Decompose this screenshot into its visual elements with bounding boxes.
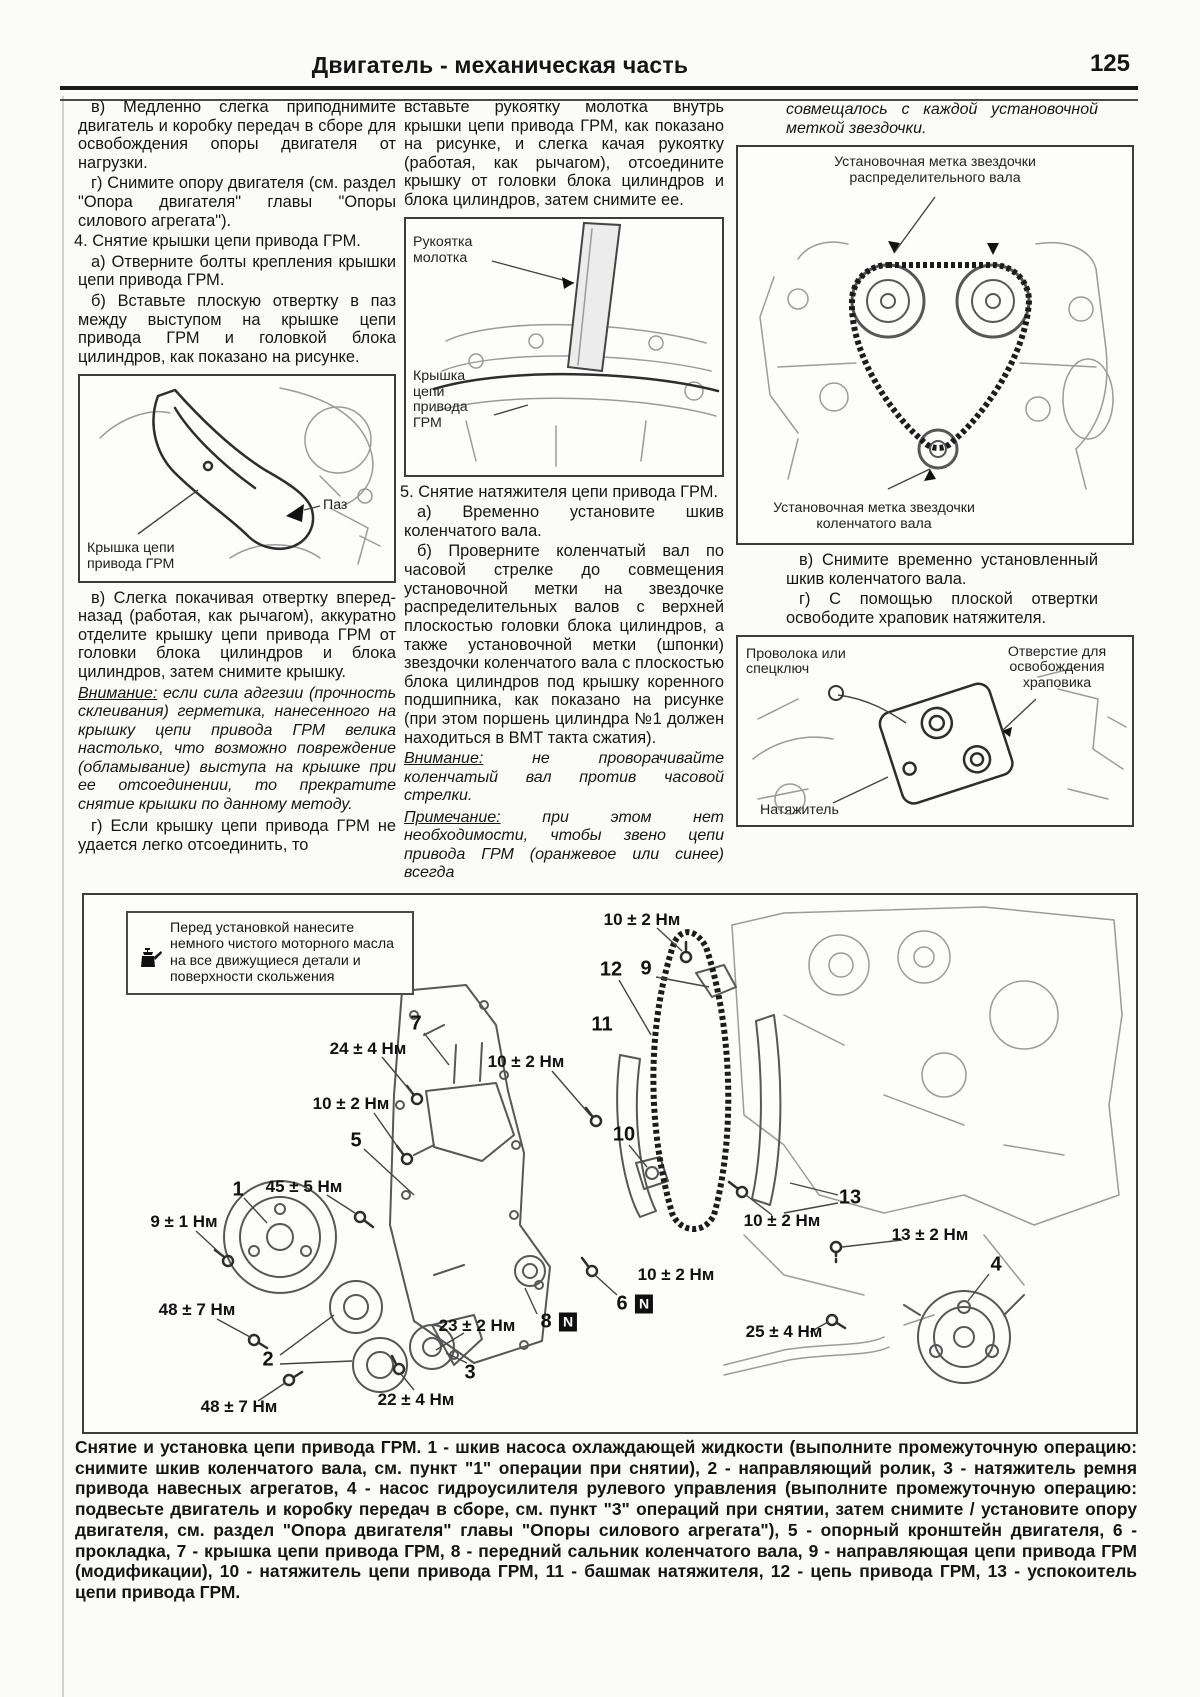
torque-label: 22 ± 4 Нм xyxy=(377,1390,455,1409)
torque-label: 23 ± 2 Нм xyxy=(438,1316,516,1335)
callout-layer xyxy=(84,895,1136,1432)
column-middle xyxy=(400,98,724,886)
step-paragraph: г) Снимите опору двигателя (см. раздел "Опора двигателя" главы "Опоры силового агрегата"). xyxy=(78,174,396,230)
step-paragraph: а) Временно установите шкив коленчатого вала. xyxy=(404,503,724,540)
numbered-step: 4. Снятие крышки цепи привода ГРМ. xyxy=(74,232,361,251)
torque-label: 25 ± 4 Нм xyxy=(745,1322,823,1341)
note-text: при этом нет необходимости, чтобы звено цепи привода ГРМ (оранжевое или синее) всегда xyxy=(404,808,724,882)
part-number-label: 2 xyxy=(262,1348,274,1371)
figure-tensioner-release xyxy=(736,635,1134,827)
step-paragraph: б) Вставьте плоскую отвертку в паз между выступом на крышке цепи привода ГРМ и головкой блока цилиндров, как показано на рисунке. xyxy=(78,292,396,366)
part-number-label: 6 xyxy=(616,1292,628,1315)
figure-label-crankshaft-mark: Установочная метка звездочки коленчатого вала xyxy=(773,500,975,533)
new-part-marker: N xyxy=(559,1313,577,1332)
note-label: Примечание: xyxy=(404,808,501,826)
part-number-label: 3 xyxy=(464,1361,476,1384)
warning-note xyxy=(404,750,724,806)
warning-text: если сила адгезии (прочность склеивания) герметика, нанесенного на крышку цепи привода ГРМ велика настолько, что возможно повреждение (обламывание) выступа на крышке при ее отсоединении, то прекратите снятие крышки по данному методу. xyxy=(78,684,396,813)
figure-label-timing-cover: Крышка цепи привода ГРМ xyxy=(413,367,468,432)
engine-line-art xyxy=(738,147,1132,543)
part-number-label: 13 xyxy=(838,1186,862,1209)
torque-label: 10 ± 2 Нм xyxy=(637,1265,715,1284)
torque-label: 13 ± 2 Нм xyxy=(891,1225,969,1244)
torque-label: 9 ± 1 Нм xyxy=(150,1212,218,1231)
figure-label-hammer-handle: Рукоятка молотка xyxy=(413,233,473,266)
page-title: Двигатель - механическая часть xyxy=(311,52,689,78)
part-number-label: 11 xyxy=(591,1013,613,1036)
page-number: 125 xyxy=(1089,50,1130,77)
torque-label: 10 ± 2 Нм xyxy=(312,1094,390,1113)
step-paragraph: г) Если крышку цепи привода ГРМ не удается легко отсоединить, то xyxy=(78,817,396,855)
figure-label-timing-cover: Крышка цепи привода ГРМ xyxy=(87,539,175,572)
warning-label: Внимание: xyxy=(404,750,484,768)
numbered-step: 5. Снятие натяжителя цепи привода ГРМ. xyxy=(400,482,718,501)
step-paragraph: г) С помощью плоской отвертки освободите храповик натяжителя. xyxy=(786,590,1098,627)
figure-label-camshaft-mark: Установочная метка звездочки распределительного вала xyxy=(834,154,1036,186)
column-right xyxy=(736,98,1134,833)
figure-label-slot: Паз xyxy=(323,496,348,513)
step-paragraph: а) Отверните болты крепления крышки цепи привода ГРМ. xyxy=(78,252,396,290)
note xyxy=(404,809,724,883)
figure-timing-chain-exploded xyxy=(82,893,1138,1434)
figure-label-ratchet-hole: Отверстие для освобождения храповика xyxy=(1007,643,1107,692)
new-part-marker: N xyxy=(635,1295,653,1314)
part-number-label: 8 xyxy=(540,1310,552,1333)
warning-label: Внимание: xyxy=(78,684,158,702)
step-paragraph: б) Проверните коленчатый вал по часовой стрелке до совмещения установочной метки на звездочке распределительных валов с верхней плоскостью головки блока цилиндров, а также установочной метки (шпонки) звездочки коленчатого вала с плоскостью блока цилиндров под крышку коренного подшипника, как показано на рисунке (при этом поршень цилиндра №1 должен находиться в ВМТ такта сжатия). xyxy=(404,542,724,747)
torque-label: 24 ± 4 Нм xyxy=(329,1039,407,1058)
torque-label: 48 ± 7 Нм xyxy=(158,1300,236,1319)
part-number-label: 4 xyxy=(990,1253,1002,1276)
torque-label: 48 ± 7 Нм xyxy=(200,1397,278,1416)
torque-label: 10 ± 2 Нм xyxy=(487,1052,565,1071)
note-continuation: совмещалось с каждой установочной меткой звездочки. xyxy=(786,101,1098,137)
step-paragraph: в) Снимите временно установленный шкив коленчатого вала. xyxy=(786,551,1098,588)
part-number-label: 10 xyxy=(612,1123,636,1146)
warning-note xyxy=(78,685,396,815)
oil-note-text: Перед установкой нанесите немного чистого моторного масла на все движущиеся детали и поверхности скольжения xyxy=(170,920,395,986)
part-number-label: 1 xyxy=(232,1178,244,1201)
step-paragraph: вставьте рукоятку молотка внутрь крышки цепи привода ГРМ, как показано на рисунке, и слегка качая рукоятку (работая, как рычагом), отсоедините крышку от головки блока цилиндров и блока цилиндров, затем снимите ее. xyxy=(404,98,724,210)
part-number-label: 5 xyxy=(350,1129,362,1152)
torque-label: 10 ± 2 Нм xyxy=(603,910,681,929)
torque-label: 10 ± 2 Нм xyxy=(743,1211,821,1230)
figure-label-wire-tool: Проволока или спецключ xyxy=(746,645,846,678)
part-number-label: 7 xyxy=(410,1012,422,1035)
warning-text: не проворачивайте коленчатый вал против часовой стрелки. xyxy=(404,750,724,805)
figure-hammer-handle xyxy=(404,217,724,477)
torque-label: 45 ± 5 Нм xyxy=(265,1177,343,1196)
figure-caption: Снятие и установка цепи привода ГРМ. 1 - шкив насоса охлаждающей жидкости (выполните промежуточную операцию: снимите шкив коленчатого вала, см. пункт "1" операции при снятии), 2 - направляющий ролик, 3 - натяжитель ремня привода навесных агрегатов, 4 - насос гидроусилителя рулевого управления (выполните промежуточную операцию: подвесьте двигатель и коробку передач в сборе, см. пункт "3" операций при снятии, затем снимите / установите опору двигателя, см. раздел "Опора двигателя" главы "Опоры силового агрегата"), 5 - опорный кронштейн двигателя, 6 - прокладка, 7 - крышка цепи привода ГРМ, 8 - передний сальник коленчатого вала, 9 - направляющая цепи привода ГРМ (модификации), 10 - натяжитель цепи привода ГРМ, 11 - башмак натяжителя, 12 - цепь привода ГРМ, 13 - успокоитель цепи привода ГРМ. xyxy=(75,1437,1137,1602)
figure-timing-marks xyxy=(736,145,1134,545)
column-left xyxy=(74,98,396,857)
part-number-label: 9 xyxy=(640,957,652,980)
part-number-label: 12 xyxy=(599,958,623,981)
step-paragraph: в) Слегка покачивая отвертку вперед-назад (работая, как рычагом), аккуратно отделите крышку цепи привода ГРМ от головки блока цилиндров и блока цилиндров, затем снимите крышку. xyxy=(78,588,396,681)
step-paragraph: в) Медленно слегка приподнимите двигатель и коробку передач в сборе для освобождения опоры двигателя от нагрузки. xyxy=(78,98,396,172)
figure-label-tensioner: Натяжитель xyxy=(760,801,839,818)
figure-timing-cover-slot xyxy=(78,374,396,583)
page-margin-line xyxy=(62,96,64,1697)
